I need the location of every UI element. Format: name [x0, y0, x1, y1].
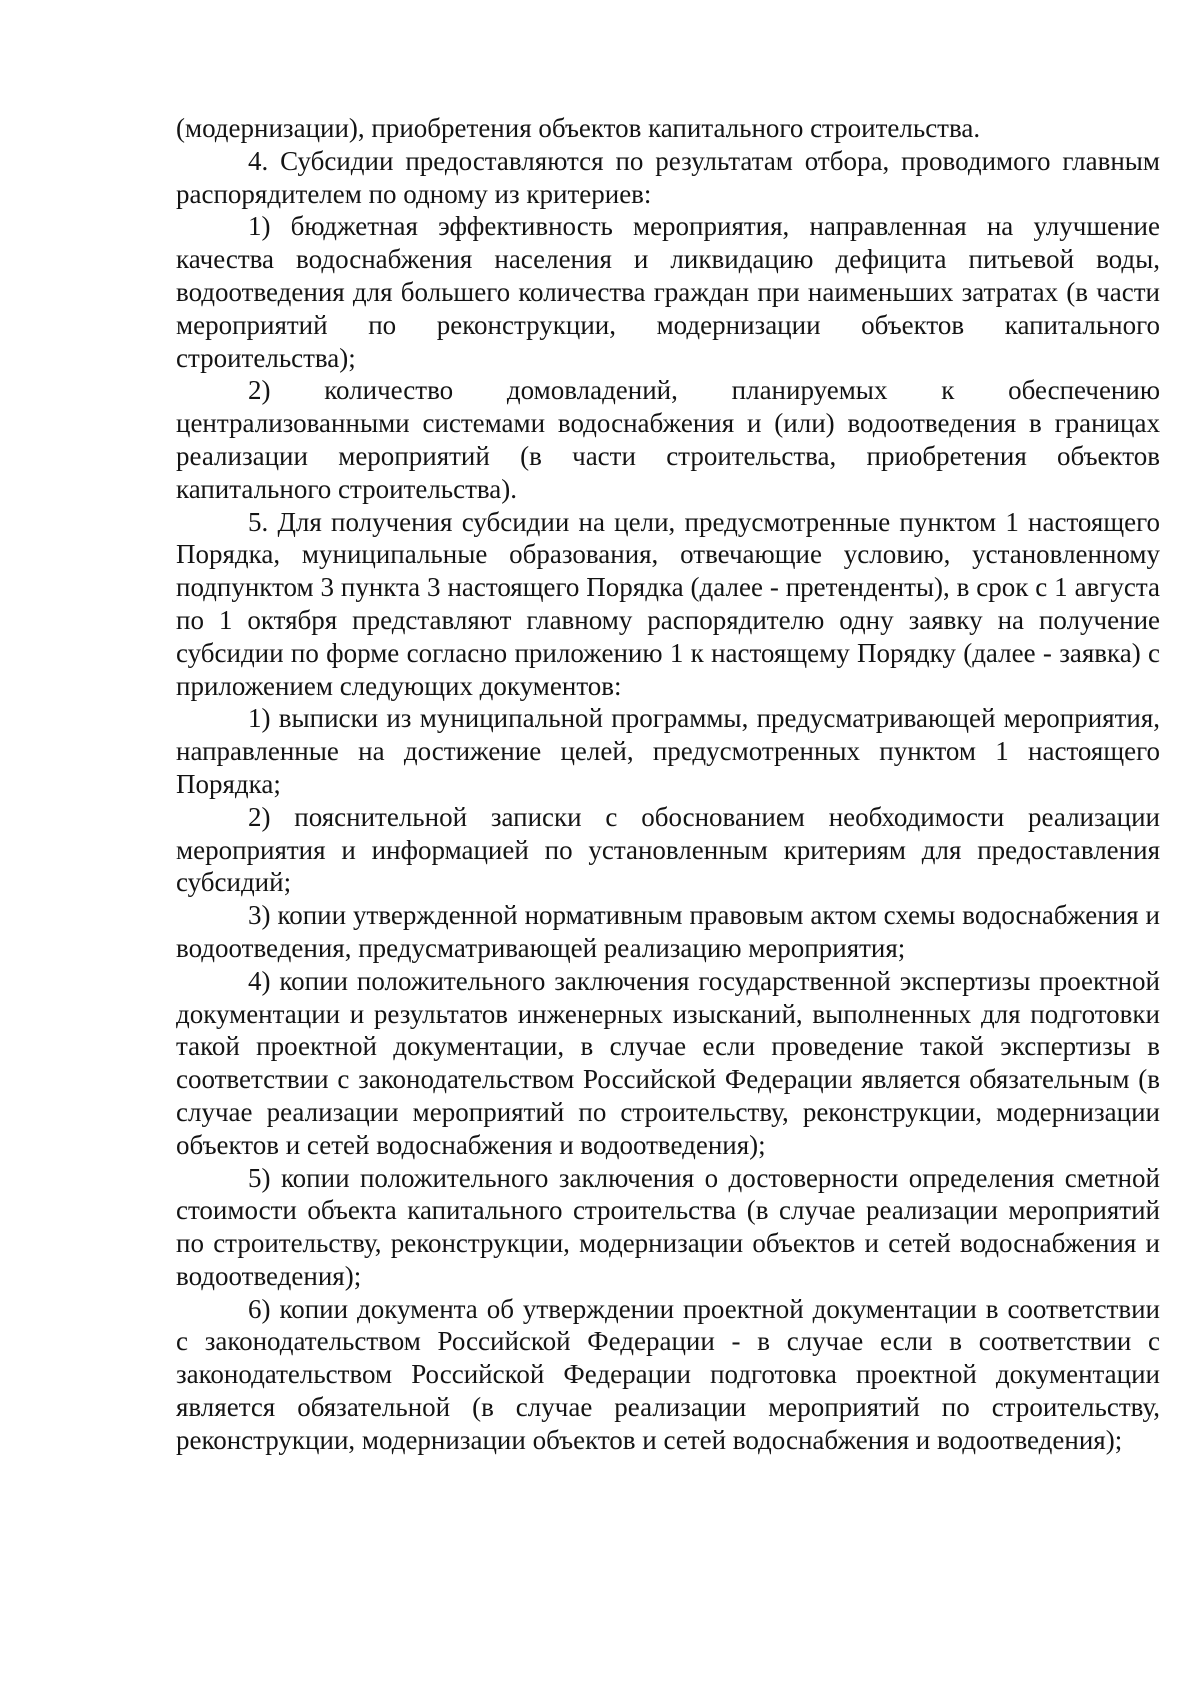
- paragraph-item-5: 5. Для получения субсидии на цели, предусмотренные пунктом 1 настоящего Порядка, муниципальные образования, отвечающие условию, установленному подпунктом 3 пункта 3 настоящего Порядка (далее - претенденты), в срок с 1 августа по 1 октября представляют главному распорядителю одну заявку на получение субсидии по форме согласно приложению 1 к настоящему Порядку (далее - заявка) с приложением следующих документов:: [176, 506, 1160, 701]
- paragraph-item-4: 4. Субсидии предоставляются по результатам отбора, проводимого главным распорядителем по одному из критериев:: [176, 145, 1160, 209]
- paragraph-document-3: 3) копии утвержденной нормативным правовым актом схемы водоснабжения и водоотведения, предусматривающей реализацию мероприятия;: [176, 900, 1160, 963]
- document-body: [176, 112, 1160, 1457]
- paragraph-document-2: 2) пояснительной записки с обоснованием необходимости реализации мероприятия и информацией по установленным критериям для предоставления субсидий;: [176, 801, 1160, 898]
- paragraph-document-4: 4) копии положительного заключения государственной экспертизы проектной документации и результатов инженерных изысканий, выполненных для подготовки такой проектной документации, в случае если проведение такой экспертизы в соответствии с законодательством Российской Федерации является обязательным (в случае реализации мероприятий по строительству, реконструкции, модернизации объектов и сетей водоснабжения и водоотведения);: [176, 965, 1160, 1160]
- paragraph-document-5: 5) копии положительного заключения о достоверности определения сметной стоимости объекта капитального строительства (в случае реализации мероприятий по строительству, реконструкции, модернизации объектов и сетей водоснабжения и водоотведения);: [176, 1162, 1160, 1291]
- paragraph-document-6: 6) копии документа об утверждении проектной документации в соответствии с законодательством Российской Федерации - в случае если в соответствии с законодательством Российской Федерации подготовка проектной документации является обязательной (в случае реализации мероприятий по строительству, реконструкции, модернизации объектов и сетей водоснабжения и водоотведения);: [176, 1293, 1160, 1455]
- paragraph-document-1: 1) выписки из муниципальной программы, предусматривающей мероприятия, направленные на достижение целей, предусмотренных пунктом 1 настоящего Порядка;: [176, 703, 1160, 799]
- paragraph-criterion-1: 1) бюджетная эффективность мероприятия, направленная на улучшение качества водоснабжения населения и ликвидацию дефицита питьевой воды, водоотведения для большего количества граждан при наименьших затратах (в части мероприятий по реконструкции, модернизации объектов капитального строительства);: [176, 211, 1160, 373]
- paragraph-criterion-2: 2) количество домовладений, планируемых к обеспечению централизованными системами водоснабжения и (или) водоотведения в границах реализации мероприятий (в части строительства, приобретения объектов капитального строительства).: [176, 375, 1160, 504]
- paragraph-continuation: (модернизации), приобретения объектов капитального строительства.: [176, 113, 981, 143]
